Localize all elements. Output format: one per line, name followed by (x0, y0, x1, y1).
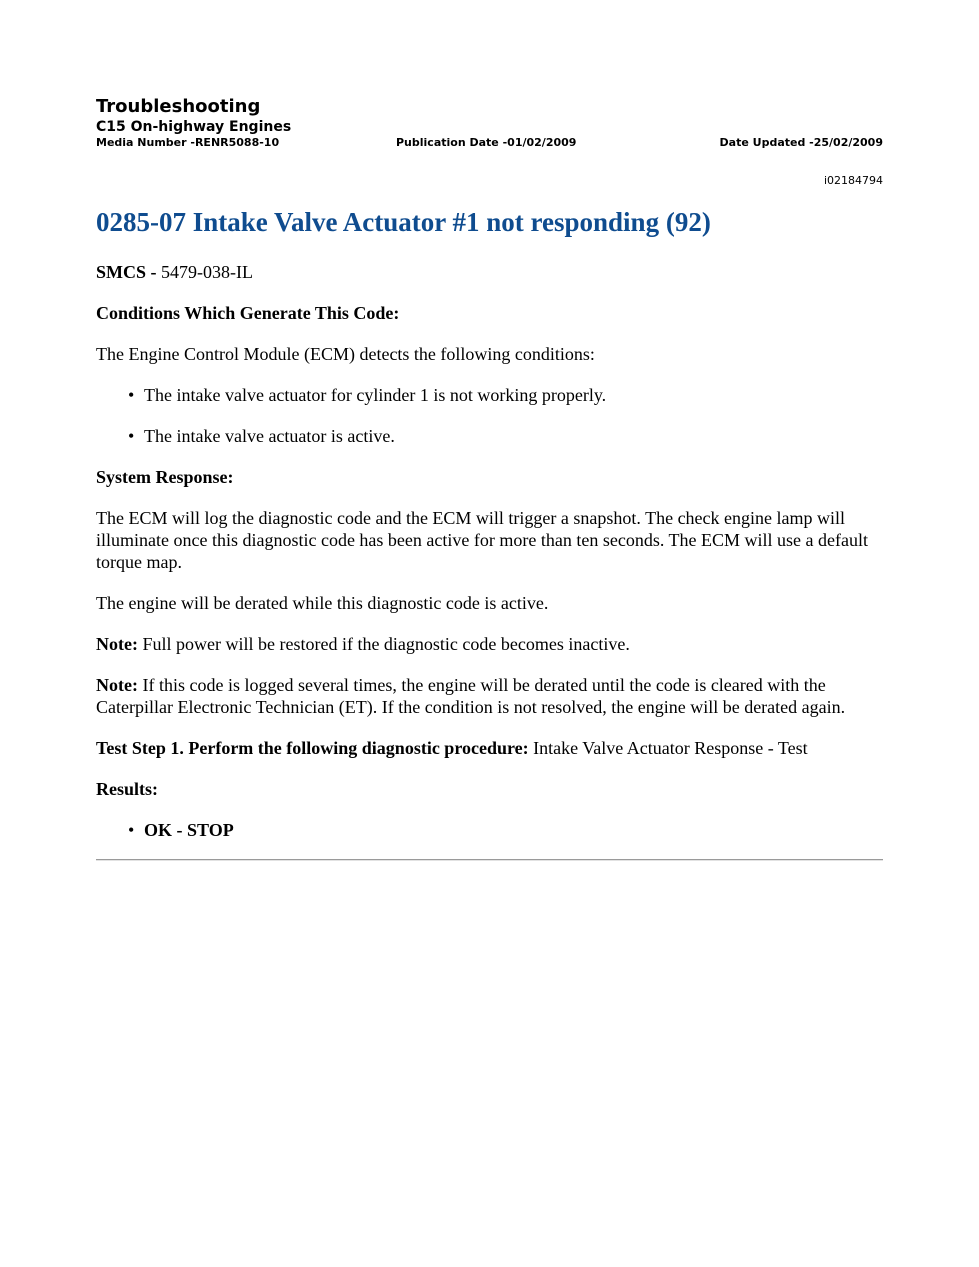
conditions-intro: The Engine Control Module (ECM) detects the following conditions: (96, 344, 595, 364)
product-name: C15 On-highway Engines (96, 119, 292, 135)
note-text: Full power will be restored if the diagnostic code becomes inactive. (142, 634, 630, 654)
note-label: Note: (96, 634, 138, 654)
conditions-heading: Conditions Which Generate This Code: (96, 303, 400, 323)
document-page (96, 96, 883, 861)
smcs-value: 5479-038-IL (161, 262, 253, 282)
list-item-text: The intake valve actuator for cylinder 1 is not working properly. (144, 385, 607, 405)
bullet-icon: • (128, 385, 135, 405)
list-item (96, 384, 883, 406)
derate-paragraph: The engine will be derated while this diagnostic code is active. (96, 593, 549, 613)
result-ok-stop: OK - STOP (144, 820, 234, 840)
note-text: If this code is logged several times, the engine will be derated until the code is cleared with the Caterpillar Electronic Technician (ET). If the condition is not resolved, the engine will be derated again. (96, 675, 846, 717)
results-heading: Results: (96, 779, 158, 799)
test-step-1 (96, 737, 883, 759)
test-step-text: Intake Valve Actuator Response - Test (533, 738, 808, 758)
note-label: Note: (96, 675, 138, 695)
smcs-line (96, 261, 883, 283)
bullet-icon: • (128, 820, 135, 840)
bullet-icon: • (128, 426, 135, 446)
document-id: i02184794 (823, 174, 883, 187)
note-1 (96, 633, 883, 655)
conditions-list (96, 384, 883, 447)
test-step-label: Test Step 1. Perform the following diagnostic procedure: (96, 738, 529, 758)
meta-row (96, 136, 883, 150)
publication-date: Publication Date -01/02/2009 (396, 136, 577, 149)
list-item-text: The intake valve actuator is active. (144, 426, 395, 446)
system-response-paragraph: The ECM will log the diagnostic code and the ECM will trigger a snapshot. The check engine lamp will illuminate once this diagnostic code has been active for more than ten seconds. The ECM will use a default torque map. (96, 508, 868, 572)
list-item (96, 425, 883, 447)
date-updated: Date Updated -25/02/2009 (719, 136, 883, 149)
document-category: Troubleshooting (96, 96, 261, 117)
results-list (96, 819, 883, 841)
media-number: Media Number -RENR5088-10 (96, 136, 280, 149)
system-response-heading: System Response: (96, 467, 234, 487)
list-item (96, 819, 883, 841)
note-2 (96, 674, 883, 718)
page-title: 0285-07 Intake Valve Actuator #1 not responding (92) (96, 207, 711, 237)
smcs-label: SMCS - (96, 262, 157, 282)
bottom-divider (96, 859, 883, 861)
